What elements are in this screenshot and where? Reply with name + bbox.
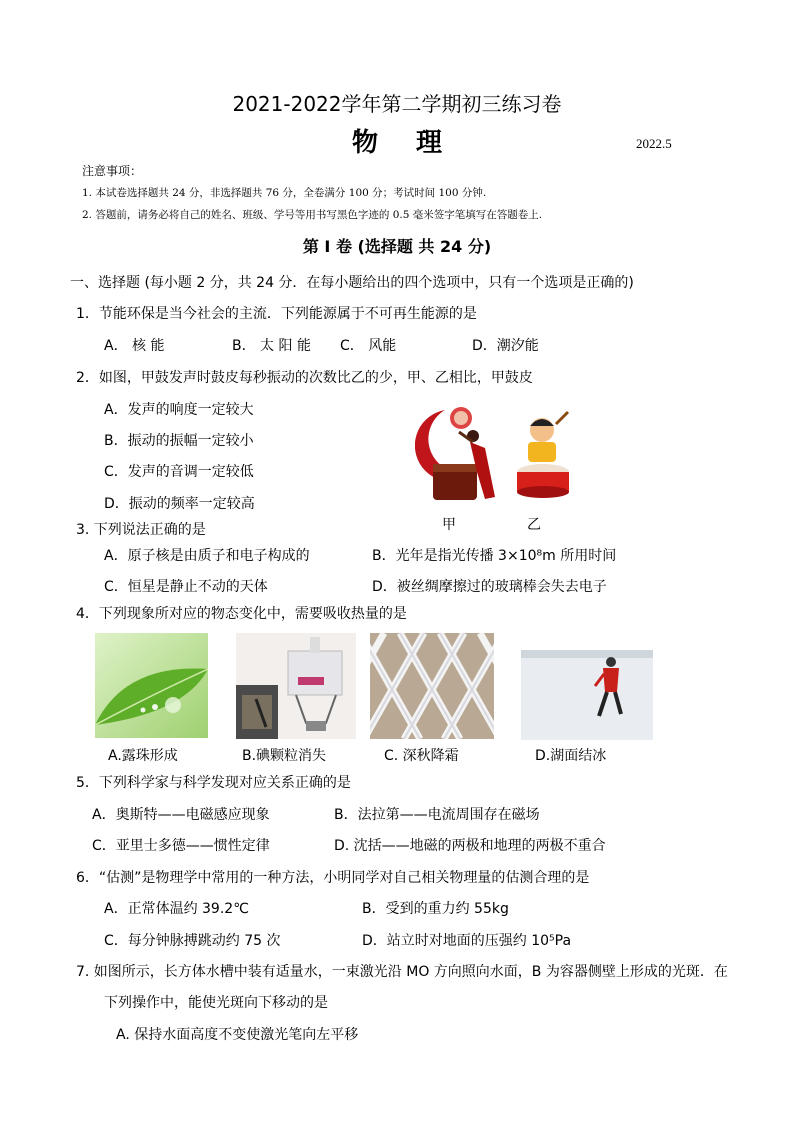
option: D．振动的频率一定较高 — [104, 496, 255, 512]
option: A． 核 能 — [104, 338, 165, 354]
frost-fence-photo — [370, 633, 494, 739]
option: D．站立时对地面的压强约 10⁵Pa — [362, 933, 572, 949]
instruction: 一、选择题 (每小题 2 分，共 24 分．在每小题给出的四个选项中，只有一个选项是正确的) — [70, 275, 634, 291]
option: B． 太 阳 能 — [232, 338, 311, 354]
exam-date: 2022.5 — [636, 136, 672, 151]
subject-title: 物理 — [351, 128, 480, 158]
exam-title: 2021-2022学年第二学期初三练习卷 — [232, 92, 562, 116]
option: A.露珠形成 — [108, 748, 178, 764]
question-stem: 1．节能环保是当今社会的主流．下列能源属于不可再生能源的是 — [76, 306, 477, 322]
option: A．原子核是由质子和电子构成的 — [104, 548, 310, 564]
section-title: 第 I 卷 (选择题 共 24 分) — [302, 237, 492, 256]
question-stem: 7. 如图所示，长方体水槽中装有适量水，一束激光沿 MO 方向照向水面，B 为容器侧壁上形成的光斑．在 — [76, 964, 728, 980]
option: D. 沈括——地磁的两极和地理的两极不重合 — [334, 838, 606, 854]
option: D．潮汐能 — [472, 338, 539, 354]
option: C．发声的音调一定较低 — [104, 464, 254, 480]
note-item: 1. 本试卷选择题共 24 分，非选择题共 76 分，全卷满分 100 分；考试时间 100 分钟. — [82, 187, 487, 199]
note-item: 2. 答题前，请务必将自己的姓名、班级、学号等用书写黑色字迹的 0.5 毫米签字笔填写在答题卷上. — [82, 209, 543, 221]
option: C． 风能 — [340, 338, 397, 354]
dew-leaf-photo — [95, 633, 208, 738]
option: B．振动的振幅一定较小 — [104, 433, 254, 449]
question-stem: 5．下列科学家与科学发现对应关系正确的是 — [76, 775, 351, 791]
option: D.湖面结冰 — [535, 748, 607, 764]
question-stem: 4．下列现象所对应的物态变化中，需要吸收热量的是 — [76, 606, 407, 622]
drum-jia-illustration — [415, 402, 500, 507]
question-stem: 2．如图，甲鼓发声时鼓皮每秒振动的次数比乙的少，甲、乙相比，甲鼓皮 — [76, 370, 533, 386]
question-stem-continued: 下列操作中，能使光斑向下移动的是 — [104, 995, 328, 1011]
option: B．光年是指光传播 3×10⁸m 所用时间 — [372, 548, 617, 564]
option: A．发声的响度一定较大 — [104, 402, 254, 418]
option: B.碘颗粒消失 — [242, 748, 327, 764]
option: C. 深秋降霜 — [384, 748, 459, 764]
iodine-experiment-photo — [236, 633, 356, 739]
notes-heading: 注意事项： — [82, 164, 143, 178]
frozen-lake-photo — [521, 650, 653, 740]
option: D．被丝绸摩擦过的玻璃棒会失去电子 — [372, 579, 607, 595]
question-stem: 6．“估测”是物理学中常用的一种方法，小明同学对自己相关物理量的估测合理的是 — [76, 870, 590, 886]
option: A．正常体温约 39.2℃ — [104, 901, 249, 917]
option: B．受到的重力约 55kg — [362, 901, 509, 917]
option: A．奥斯特——电磁感应现象 — [92, 807, 270, 823]
option: A. 保持水面高度不变使激光笔向左平移 — [116, 1027, 359, 1043]
question-stem: 3. 下列说法正确的是 — [76, 522, 206, 538]
option: C．亚里士多德——惯性定律 — [92, 838, 270, 854]
option: C．每分钟脉搏跳动约 75 次 — [104, 933, 281, 949]
drum-yi-illustration — [512, 410, 574, 500]
option: B．法拉第——电流周围存在磁场 — [334, 807, 540, 823]
option: C．恒星是静止不动的天体 — [104, 579, 268, 595]
figure-label-yi: 乙 — [527, 517, 541, 533]
figure-label-jia: 甲 — [442, 517, 456, 533]
